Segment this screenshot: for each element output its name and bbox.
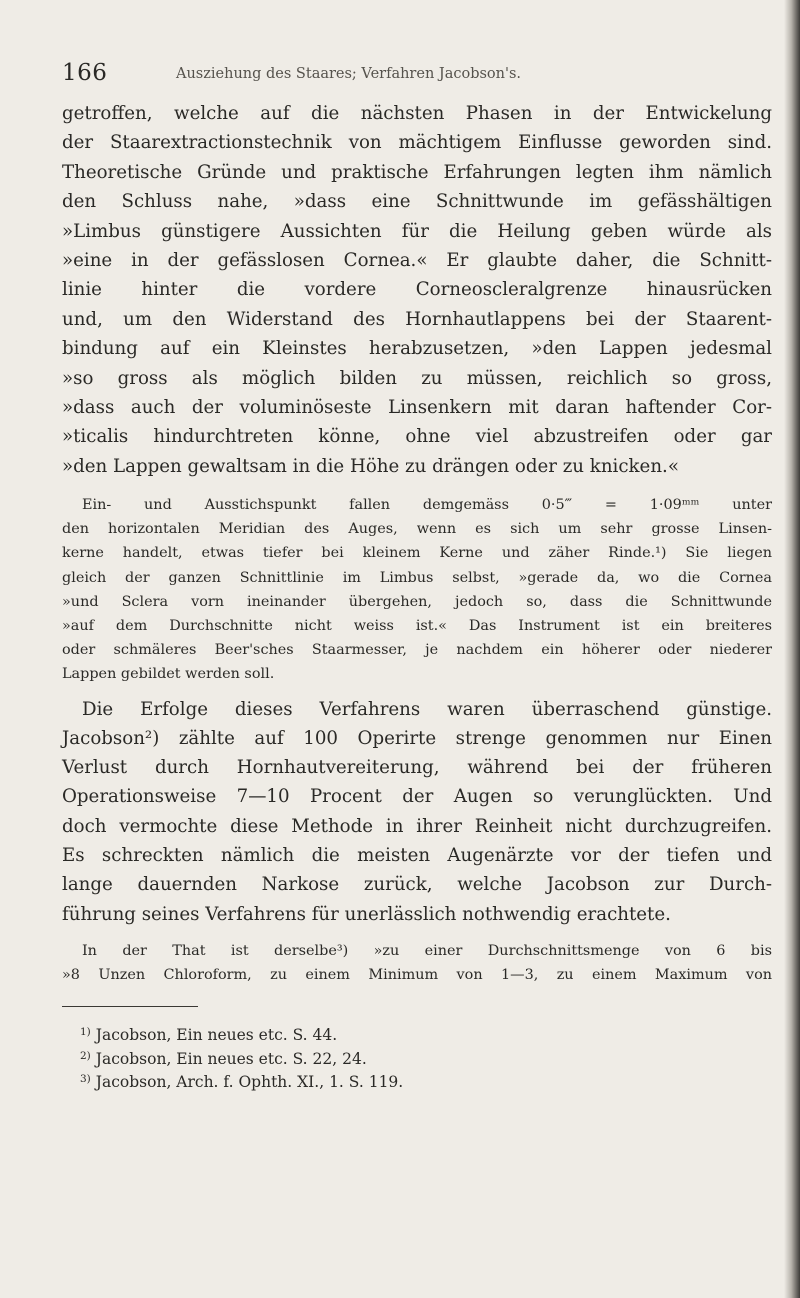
footnote-mark: 1) bbox=[80, 1026, 91, 1038]
text-line: Ein- und Ausstichspunkt fallen demgemäss 0·5‴ = 1·09ᵐᵐ unter bbox=[82, 497, 772, 514]
paragraph-4-small bbox=[62, 939, 772, 987]
footnote-1 bbox=[62, 1021, 482, 1045]
text-line: Es schreckten nämlich die meisten Augenärzte vor der tiefen und bbox=[62, 845, 772, 867]
footnote-3 bbox=[62, 1068, 482, 1092]
text-line: gleich der ganzen Schnittlinie im Limbus selbst, »gerade da, wo die Cornea bbox=[62, 569, 772, 586]
text-line: doch vermochte diese Methode in ihrer Reinheit nicht durchzugreifen. bbox=[62, 815, 772, 837]
footnote-text: Jacobson, Ein neues etc. S. 22, 24. bbox=[95, 1049, 367, 1068]
text-line: »eine in der gefässlosen Cornea.« Er glaubte daher, die Schnitt- bbox=[62, 249, 772, 271]
text-line: den horizontalen Meridian des Auges, wenn es sich um sehr grosse Linsen- bbox=[62, 521, 772, 538]
text-line: »den Lappen gewaltsam in die Höhe zu drängen oder zu knicken.« bbox=[62, 455, 679, 477]
page-number: 166 bbox=[62, 60, 108, 86]
paragraph-2-small bbox=[62, 493, 772, 687]
text-line: Jacobson²) zählte auf 100 Operirte strenge genommen nur Einen bbox=[62, 727, 772, 749]
footnotes bbox=[62, 1021, 482, 1092]
text-line: der Staarextractionstechnik von mächtigem Einflusse geworden sind. bbox=[62, 132, 772, 154]
text-line: »Limbus günstigere Aussichten für die Heilung geben würde als bbox=[62, 220, 772, 242]
footnote-mark: 2) bbox=[80, 1049, 91, 1062]
footnote-2 bbox=[62, 1045, 482, 1069]
text-line: oder schmäleres Beer'sches Staarmesser, je nachdem ein höherer oder niederer bbox=[62, 642, 772, 659]
text-line: »dass auch der voluminöseste Linsenkern mit daran haftender Cor- bbox=[62, 396, 772, 418]
text-line: getroffen, welche auf die nächsten Phasen in der Entwickelung bbox=[62, 103, 772, 124]
text-line: linie hinter die vordere Corneoscleralgrenze hinausrücken bbox=[62, 279, 772, 301]
footnote-mark: 3) bbox=[80, 1073, 91, 1085]
text-line: führung seines Verfahrens für unerlässlich nothwendig erachtete. bbox=[62, 903, 671, 925]
text-line: Verlust durch Hornhautvereiterung, während bei der früheren bbox=[62, 757, 772, 779]
text-line: Lappen gebildet werden soll. bbox=[62, 666, 275, 683]
page-header bbox=[62, 56, 762, 92]
text-line: »auf dem Durchschnitte nicht weiss ist.« Das Instrument ist ein breiteres bbox=[62, 618, 772, 635]
page-edge-shadow bbox=[784, 0, 800, 1298]
text-line: »und Sclera vorn ineinander übergehen, jedoch so, dass die Schnittwunde bbox=[62, 593, 772, 610]
paragraph-1 bbox=[62, 99, 772, 481]
text-line: bindung auf ein Kleinstes herabzusetzen, »den Lappen jedesmal bbox=[62, 338, 772, 360]
footnote-text: Jacobson, Ein neues etc. S. 44. bbox=[95, 1026, 338, 1044]
text-line: »8 Unzen Chloroform, zu einem Minimum von 1—3, zu einem Maximum von bbox=[62, 966, 772, 983]
footnote-rule bbox=[62, 1006, 198, 1007]
text-line: Die Erfolge dieses Verfahrens waren überraschend günstige. bbox=[82, 698, 772, 720]
text-line: lange dauernden Narkose zurück, welche Jacobson zur Durch- bbox=[62, 874, 772, 896]
text-line: und, um den Widerstand des Hornhautlappens bei der Staarent- bbox=[62, 308, 772, 330]
text-line: den Schluss nahe, »dass eine Schnittwunde im gefässhältigen bbox=[62, 191, 772, 213]
running-head: Ausziehung des Staares; Verfahren Jacobson's. bbox=[176, 66, 522, 82]
text-line: Theoretische Gründe und praktische Erfahrungen legten ihm nämlich bbox=[62, 161, 772, 183]
text-line: »ticalis hindurchtreten könne, ohne viel abzustreifen oder gar bbox=[62, 426, 772, 448]
footnote-text: Jacobson, Arch. f. Ophth. XI., 1. S. 119. bbox=[95, 1073, 404, 1091]
text-line: kerne handelt, etwas tiefer bei kleinem Kerne und zäher Rinde.¹) Sie liegen bbox=[62, 545, 772, 562]
text-line: »so gross als möglich bilden zu müssen, reichlich so gross, bbox=[62, 367, 772, 389]
text-line: In der That ist derselbe³) »zu einer Durchschnittsmenge von 6 bis bbox=[82, 942, 772, 959]
text-line: Operationsweise 7—10 Procent der Augen so verunglückten. Und bbox=[62, 786, 772, 808]
main-text bbox=[62, 99, 772, 987]
paragraph-3 bbox=[62, 695, 772, 929]
